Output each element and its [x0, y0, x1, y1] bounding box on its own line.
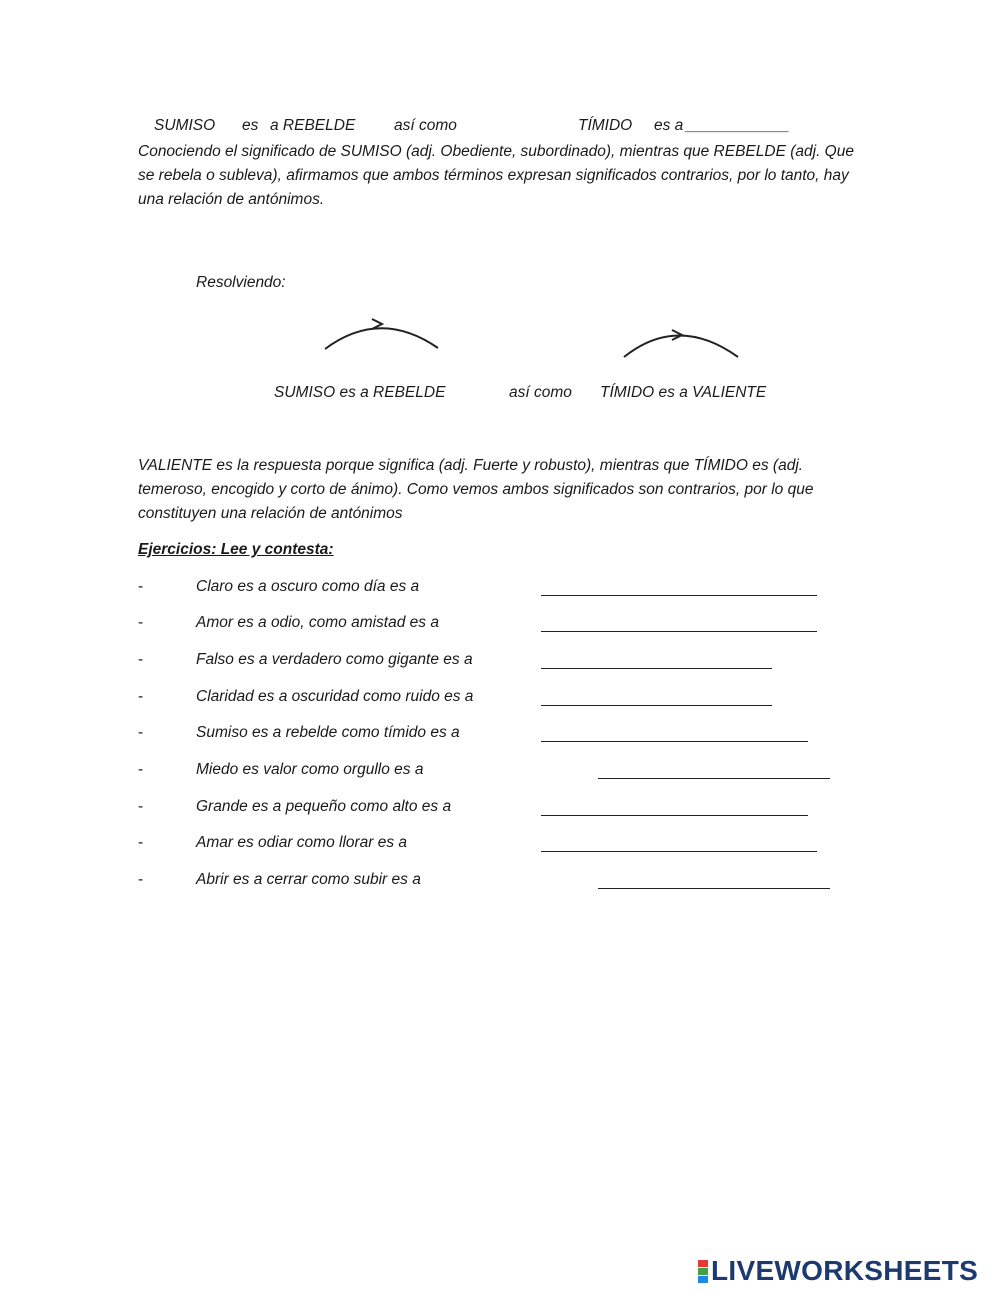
- answer-input-8[interactable]: [541, 833, 817, 852]
- answer-input-5[interactable]: [541, 723, 808, 742]
- bullet-dash: -: [138, 798, 144, 815]
- resolviendo-label: Resolviendo:: [196, 274, 286, 291]
- bullet-dash: -: [138, 724, 144, 741]
- logo-color-blocks: [698, 1260, 708, 1283]
- connector-asi-como: así como: [509, 384, 572, 401]
- answer-input-6[interactable]: [598, 760, 830, 779]
- logo-block-v: [698, 1276, 708, 1283]
- answer-input-4[interactable]: [541, 687, 772, 706]
- answer-input-3[interactable]: [541, 650, 772, 669]
- word-es-a: es a: [654, 117, 684, 134]
- answer-input-7[interactable]: [541, 797, 808, 816]
- bullet-dash: -: [138, 834, 144, 851]
- exercise-prompt: Miedo es valor como orgullo es a: [196, 761, 424, 778]
- logo-block-i: [698, 1268, 708, 1275]
- logo-text: LIVEWORKSHEETS: [711, 1255, 979, 1286]
- exercise-prompt: Claro es a oscuro como día es a: [196, 578, 420, 595]
- exercise-prompt: Grande es a pequeño como alto es a: [196, 798, 452, 815]
- word-es: es: [242, 117, 259, 134]
- word-timido: TÍMIDO: [578, 117, 633, 134]
- exercises-title: Ejercicios: Lee y contesta:: [138, 541, 334, 558]
- answer-input-2[interactable]: [541, 613, 817, 632]
- bullet-dash: -: [138, 688, 144, 705]
- bullet-dash: -: [138, 651, 144, 668]
- left-pair: SUMISO es a REBELDE: [274, 384, 446, 401]
- exercise-prompt: Sumiso es a rebelde como tímido es a: [196, 724, 460, 741]
- exercise-prompt: Amar es odiar como llorar es a: [196, 834, 408, 851]
- word-a-rebelde: a REBELDE: [270, 117, 356, 134]
- bullet-dash: -: [138, 871, 144, 888]
- arrow-arc-left: [322, 318, 442, 352]
- exercise-prompt: Abrir es a cerrar como subir es a: [196, 871, 421, 888]
- bullet-dash: -: [138, 614, 144, 631]
- exercise-prompt: Amor es a odio, como amistad es a: [196, 614, 439, 631]
- bullet-dash: -: [138, 578, 144, 595]
- word-sumiso: SUMISO: [154, 117, 216, 134]
- intro-paragraph: Conociendo el significado de SUMISO (adj. Obediente, subordinado), mientras que REBELDE (adj. Que se rebela o subleva), afirmamos que ambos términos expresan significados contrarios, por lo tanto, hay una relación de antónimos.: [138, 143, 854, 208]
- answer-input-9[interactable]: [598, 870, 830, 889]
- logo-block-l: [698, 1260, 708, 1267]
- answer-input-1[interactable]: [541, 577, 817, 596]
- exercise-prompt: Claridad es a oscuridad como ruido es a: [196, 688, 474, 705]
- liveworksheets-logo: [698, 1254, 978, 1288]
- exercise-prompt: Falso es a verdadero como gigante es a: [196, 651, 473, 668]
- bullet-dash: -: [138, 761, 144, 778]
- explanation-paragraph: VALIENTE es la respuesta porque significa (adj. Fuerte y robusto), mientras que TÍMIDO es (adj. temeroso, encogido y corto de ánimo). Como vemos ambos significados son contrarios, por lo que constituyen una relación de antónimos: [138, 457, 814, 522]
- arrow-arc-right: [622, 324, 742, 358]
- right-pair: TÍMIDO es a VALIENTE: [600, 384, 767, 401]
- top-blank: ____________: [686, 117, 790, 134]
- word-asi-como: así como: [394, 117, 457, 134]
